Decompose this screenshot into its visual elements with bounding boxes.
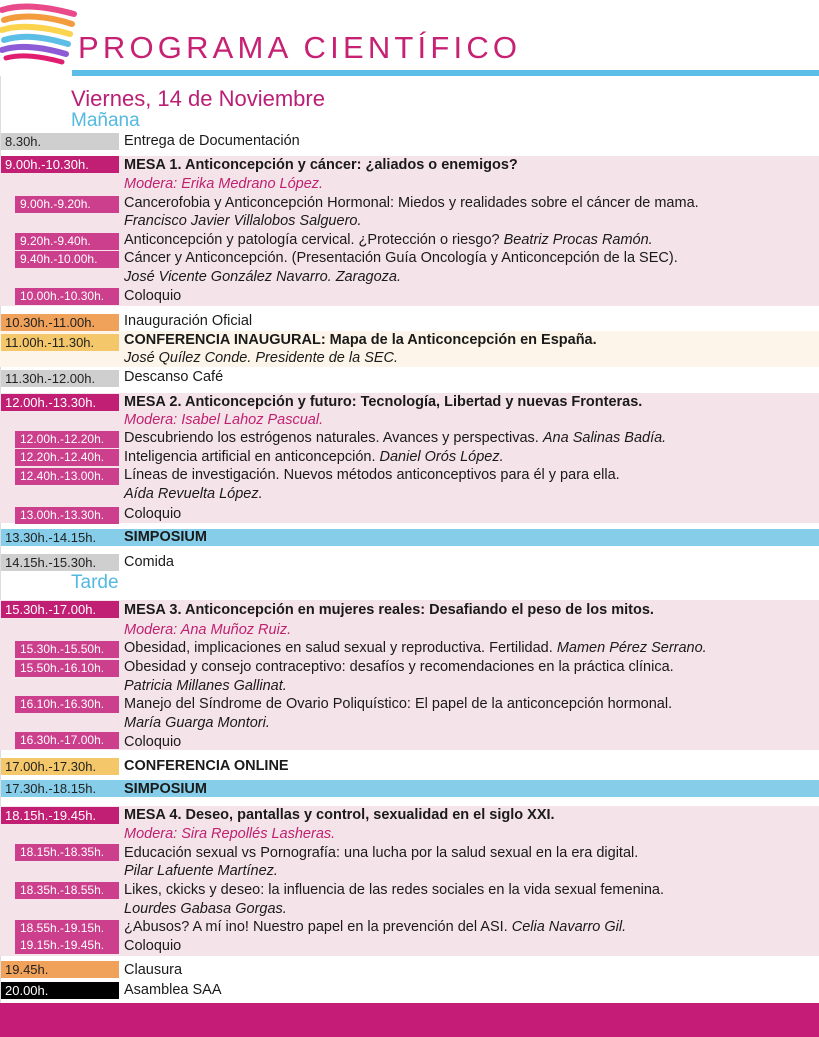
talk-title: Inteligencia artificial en anticoncepción. bbox=[124, 449, 376, 465]
speaker: José Quílez Conde. Presidente de la SEC. bbox=[124, 350, 399, 366]
mesa-title: MESA 3. Anticoncepción en mujeres reales: Desafiando el peso de los mitos. bbox=[124, 602, 654, 618]
time-badge: 14.15h.-15.30h. bbox=[1, 554, 119, 571]
session-title: Descanso Café bbox=[124, 369, 224, 385]
session-title: Asamblea SAA bbox=[124, 982, 222, 998]
talk-entry bbox=[124, 639, 707, 657]
time-badge: 17.30h.-18.15h. bbox=[1, 780, 819, 797]
footer-bar bbox=[0, 1003, 819, 1037]
page-title: PROGRAMA CIENTÍFICO bbox=[78, 30, 522, 65]
talk-title: Obesidad y consejo contraceptivo: desafíos y recomendaciones en la práctica clínica. bbox=[124, 659, 674, 675]
mesa-title: MESA 2. Anticoncepción y futuro: Tecnología, Libertad y nuevas Fronteras. bbox=[124, 394, 643, 410]
talk-entry bbox=[124, 429, 666, 447]
time-badge: 15.50h.-16.10h. bbox=[15, 660, 119, 677]
speaker: Mamen Pérez Serrano. bbox=[556, 640, 707, 656]
session-title: SIMPOSIUM bbox=[124, 529, 207, 545]
speaker: Ana Salinas Badía. bbox=[542, 430, 667, 446]
time-badge: 18.35h.-18.55h. bbox=[15, 882, 119, 899]
time-badge: 18.15h.-19.45h. bbox=[1, 807, 119, 824]
conference-title: CONFERENCIA INAUGURAL: Mapa de la Anticoncepción en España. bbox=[124, 332, 597, 348]
talk-entry bbox=[124, 918, 626, 936]
session-title: Coloquio bbox=[124, 734, 182, 750]
speaker: María Guarga Montori. bbox=[124, 715, 270, 731]
mesa-title: MESA 4. Deseo, pantallas y control, sexualidad en el siglo XXI. bbox=[124, 807, 555, 823]
speaker: Beatriz Procas Ramón. bbox=[503, 232, 653, 248]
time-badge: 9.00h.-10.30h. bbox=[1, 156, 119, 173]
time-badge: 9.40h.-10.00h. bbox=[15, 251, 119, 268]
time-badge: 19.15h.-19.45h. bbox=[15, 937, 119, 954]
section-morning-heading: Mañana bbox=[71, 110, 140, 131]
talk-title: Líneas de investigación. Nuevos métodos anticonceptivos para él y para ella. bbox=[124, 467, 620, 483]
session-title: Coloquio bbox=[124, 288, 182, 304]
header-divider bbox=[72, 70, 819, 76]
time-badge: 16.10h.-16.30h. bbox=[15, 696, 119, 713]
section-afternoon-heading: Tarde bbox=[71, 572, 119, 593]
time-badge: 10.00h.-10.30h. bbox=[15, 288, 119, 305]
time-badge: 17.00h.-17.30h. bbox=[1, 758, 119, 775]
speaker: Daniel Orós López. bbox=[379, 449, 504, 465]
speaker: José Vicente González Navarro. Zaragoza. bbox=[124, 269, 401, 285]
talk-title: Educación sexual vs Pornografía: una lucha por la salud sexual en la era digital. bbox=[124, 845, 639, 861]
moderator: Modera: Erika Medrano López. bbox=[124, 176, 324, 192]
time-badge: 12.20h.-12.40h. bbox=[15, 449, 119, 466]
time-badge: 16.30h.-17.00h. bbox=[15, 732, 119, 749]
talk-title: Cancerofobia y Anticoncepción Hormonal: Miedos y realidades sobre el cáncer de mama. bbox=[124, 195, 699, 211]
moderator: Modera: Ana Muñoz Ruiz. bbox=[124, 622, 292, 638]
talk-title: Manejo del Síndrome de Ovario Poliquístico: El papel de la anticoncepción hormonal. bbox=[124, 696, 673, 712]
talk-title: ¿Abusos? A mí ino! Nuestro papel en la prevención del ASI. bbox=[124, 919, 508, 935]
session-title: Inauguración Oficial bbox=[124, 313, 253, 329]
moderator: Modera: Isabel Lahoz Pascual. bbox=[124, 412, 324, 428]
time-badge: 9.00h.-9.20h. bbox=[15, 196, 119, 213]
time-badge: 8.30h. bbox=[1, 133, 119, 150]
session-title: Coloquio bbox=[124, 506, 182, 522]
time-badge: 18.55h.-19.15h. bbox=[15, 920, 119, 937]
time-badge: 9.20h.-9.40h. bbox=[15, 233, 119, 250]
brushstroke-logo bbox=[0, 0, 80, 68]
day-heading: Viernes, 14 de Noviembre bbox=[71, 86, 325, 111]
time-badge: 15.30h.-15.50h. bbox=[15, 641, 119, 658]
time-badge: 12.00h.-12.20h. bbox=[15, 431, 119, 448]
time-badge: 20.00h. bbox=[1, 982, 119, 999]
session-title: Comida bbox=[124, 554, 174, 570]
mesa-title: MESA 1. Anticoncepción y cáncer: ¿aliados o enemigos? bbox=[124, 157, 518, 173]
time-badge: 12.40h.-13.00h. bbox=[15, 468, 119, 485]
session-title: CONFERENCIA ONLINE bbox=[124, 758, 289, 774]
session-title: Clausura bbox=[124, 962, 183, 978]
time-badge: 19.45h. bbox=[1, 961, 119, 978]
session-title: Coloquio bbox=[124, 938, 182, 954]
talk-title: Descubriendo los estrógenos naturales. Avances y perspectivas. bbox=[124, 430, 539, 446]
talk-title: Cáncer y Anticoncepción. (Presentación Guía Oncología y Anticoncepción de la SEC). bbox=[124, 250, 678, 266]
speaker: Aída Revuelta López. bbox=[124, 486, 263, 502]
talk-title: Likes, ckicks y deseo: la influencia de las redes sociales en la vida sexual femenina. bbox=[124, 882, 665, 898]
time-badge: 11.30h.-12.00h. bbox=[1, 370, 119, 387]
speaker: Patricia Millanes Gallinat. bbox=[124, 678, 287, 694]
speaker: Francisco Javier Villalobos Salguero. bbox=[124, 213, 362, 229]
speaker: Celia Navarro Gil. bbox=[511, 919, 627, 935]
time-badge: 13.00h.-13.30h. bbox=[15, 507, 119, 524]
time-badge: 12.00h.-13.30h. bbox=[1, 394, 119, 411]
talk-title: Obesidad, implicaciones en salud sexual y reproductiva. Fertilidad. bbox=[124, 640, 553, 656]
session-title: Entrega de Documentación bbox=[124, 133, 300, 149]
time-badge: 11.00h.-11.30h. bbox=[1, 334, 119, 351]
time-badge: 18.15h.-18.35h. bbox=[15, 844, 119, 861]
time-badge: 15.30h.-17.00h. bbox=[1, 601, 119, 618]
time-badge: 10.30h.-11.00h. bbox=[1, 314, 119, 331]
talk-entry bbox=[124, 448, 504, 466]
speaker: Pilar Lafuente Martínez. bbox=[124, 863, 278, 879]
session-title: SIMPOSIUM bbox=[124, 781, 207, 797]
talk-title: Anticoncepción y patología cervical. ¿Protección o riesgo? bbox=[124, 232, 500, 248]
time-badge: 13.30h.-14.15h. bbox=[1, 529, 819, 546]
moderator: Modera: Sira Repollés Lasheras. bbox=[124, 826, 336, 842]
talk-entry bbox=[124, 231, 653, 249]
speaker: Lourdes Gabasa Gorgas. bbox=[124, 901, 287, 917]
